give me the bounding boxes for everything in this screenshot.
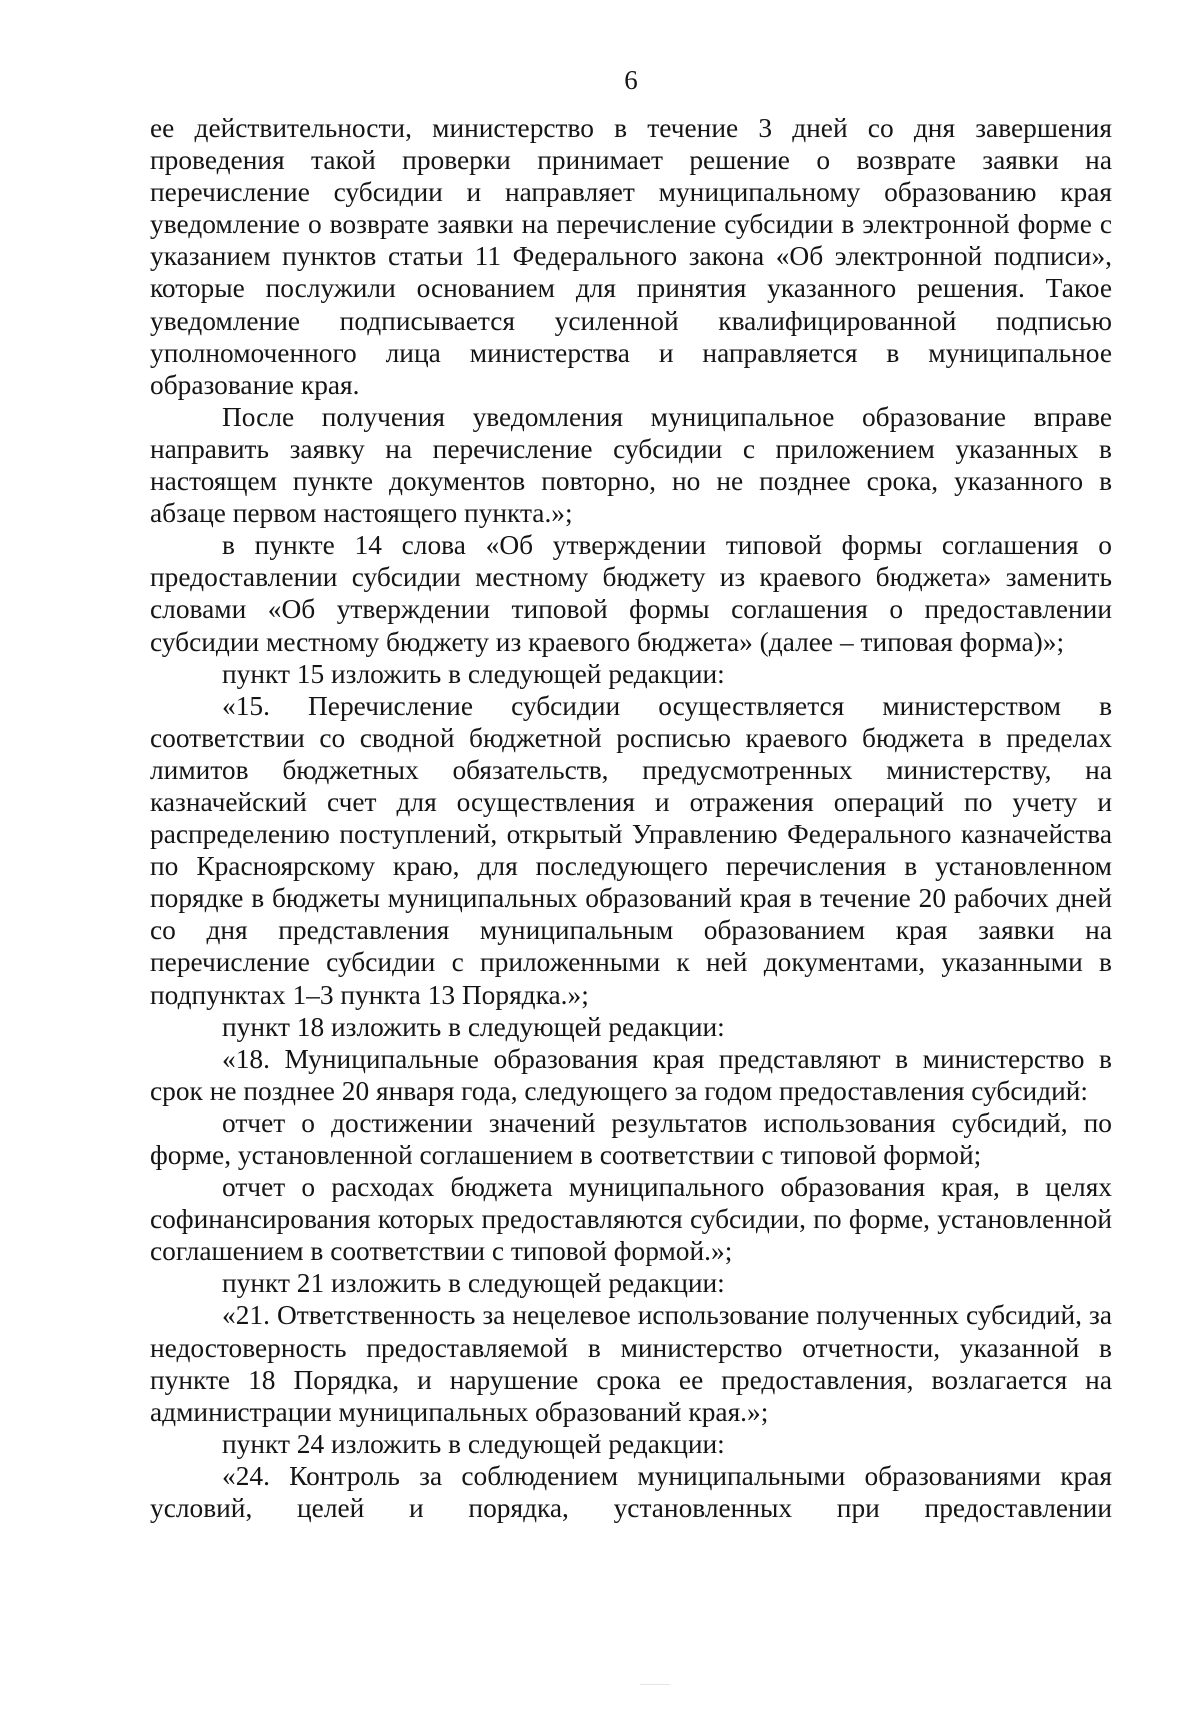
paragraph-item-24-heading: пункт 24 изложить в следующей редакции: (222, 1428, 725, 1459)
scan-artifact-line (640, 1684, 670, 1685)
paragraph-item-14-amendment: в пункте 14 слова «Об утверждении типовой формы соглашения о предоставлении субсидии местному бюджету из краевого бюджета» заменить словами «Об утверждении типовой формы соглашения о предоставлении субсидии местному бюджету из краевого бюджета» (далее – типовая форма)»; (150, 530, 1112, 657)
document-body (150, 112, 1112, 1524)
paragraph-item-18-heading: пункт 18 изложить в следующей редакции: (222, 1011, 725, 1042)
paragraph-repeat-application: После получения уведомления муниципальное образование вправе направить заявку на перечисление субсидии с приложением указанных в настоящем пункте документов повторно, но не позднее срока, указанного в абзаце первом настоящего пункта.»; (150, 401, 1112, 529)
page-number: 6 (624, 65, 638, 95)
paragraph-item-21-heading: пункт 21 изложить в следующей редакции: (222, 1268, 725, 1299)
paragraph-report-expenses: отчет о расходах бюджета муниципального образования края, в целях софинансирования которых предоставляются субсидии, по форме, установленной соглашением в соответствии с типовой формой.»; (150, 1172, 1112, 1267)
paragraph-continuation-refusal-notice: ее действительности, министерство в течение 3 дней со дня завершения проведения такой проверки принимает решение о возврате заявки на перечисление субсидии и направляет муниципальному образованию края уведомление о возврате заявки на перечисление субсидии в электронной форме с указанием пунктов статьи 11 Федерального закона «Об электронной подписи», которые послужили основанием для принятия указанного решения. Такое уведомление подписывается усиленной квалифицированной подписью уполномоченного лица министерства и направляется в муниципальное образование края. (150, 113, 1112, 400)
paragraph-item-24-text: «24. Контроль за соблюдением муниципальными образованиями края условий, целей и порядка, установленных при предоставлении (150, 1460, 1112, 1524)
paragraph-item-15-heading: пункт 15 изложить в следующей редакции: (222, 658, 725, 689)
paragraph-item-15-text: «15. Перечисление субсидии осуществляется министерством в соответствии со сводной бюджетной росписью краевого бюджета в пределах лимитов бюджетных обязательств, предусмотренных министерству, на казначейский счет для осуществления и отражения операций по учету и распределению поступлений, открытый Управлению Федерального казначейства по Красноярскому краю, для последующего перечисления в установленном порядке в бюджеты муниципальных образований края в течение 20 рабочих дней со дня представления муниципальным образованием края заявки на перечисление субсидии с приложенными к ней документами, указанными в подпунктах 1–3 пункта 13 Порядка.»; (150, 690, 1112, 1010)
paragraph-item-21-text: «21. Ответственность за нецелевое использование полученных субсидий, за недостоверность предоставляемой в министерство отчетности, указанной в пункте 18 Порядка, и нарушение срока ее предоставления, возлагается на администрации муниципальных образований края.»; (150, 1300, 1112, 1427)
paragraph-report-results: отчет о достижении значений результатов использования субсидий, по форме, установленной соглашением в соответствии с типовой формой; (150, 1107, 1112, 1170)
paragraph-item-18-text: «18. Муниципальные образования края представляют в министерство в срок не позднее 20 января года, следующего за годом предоставления субсидий: (150, 1043, 1112, 1106)
